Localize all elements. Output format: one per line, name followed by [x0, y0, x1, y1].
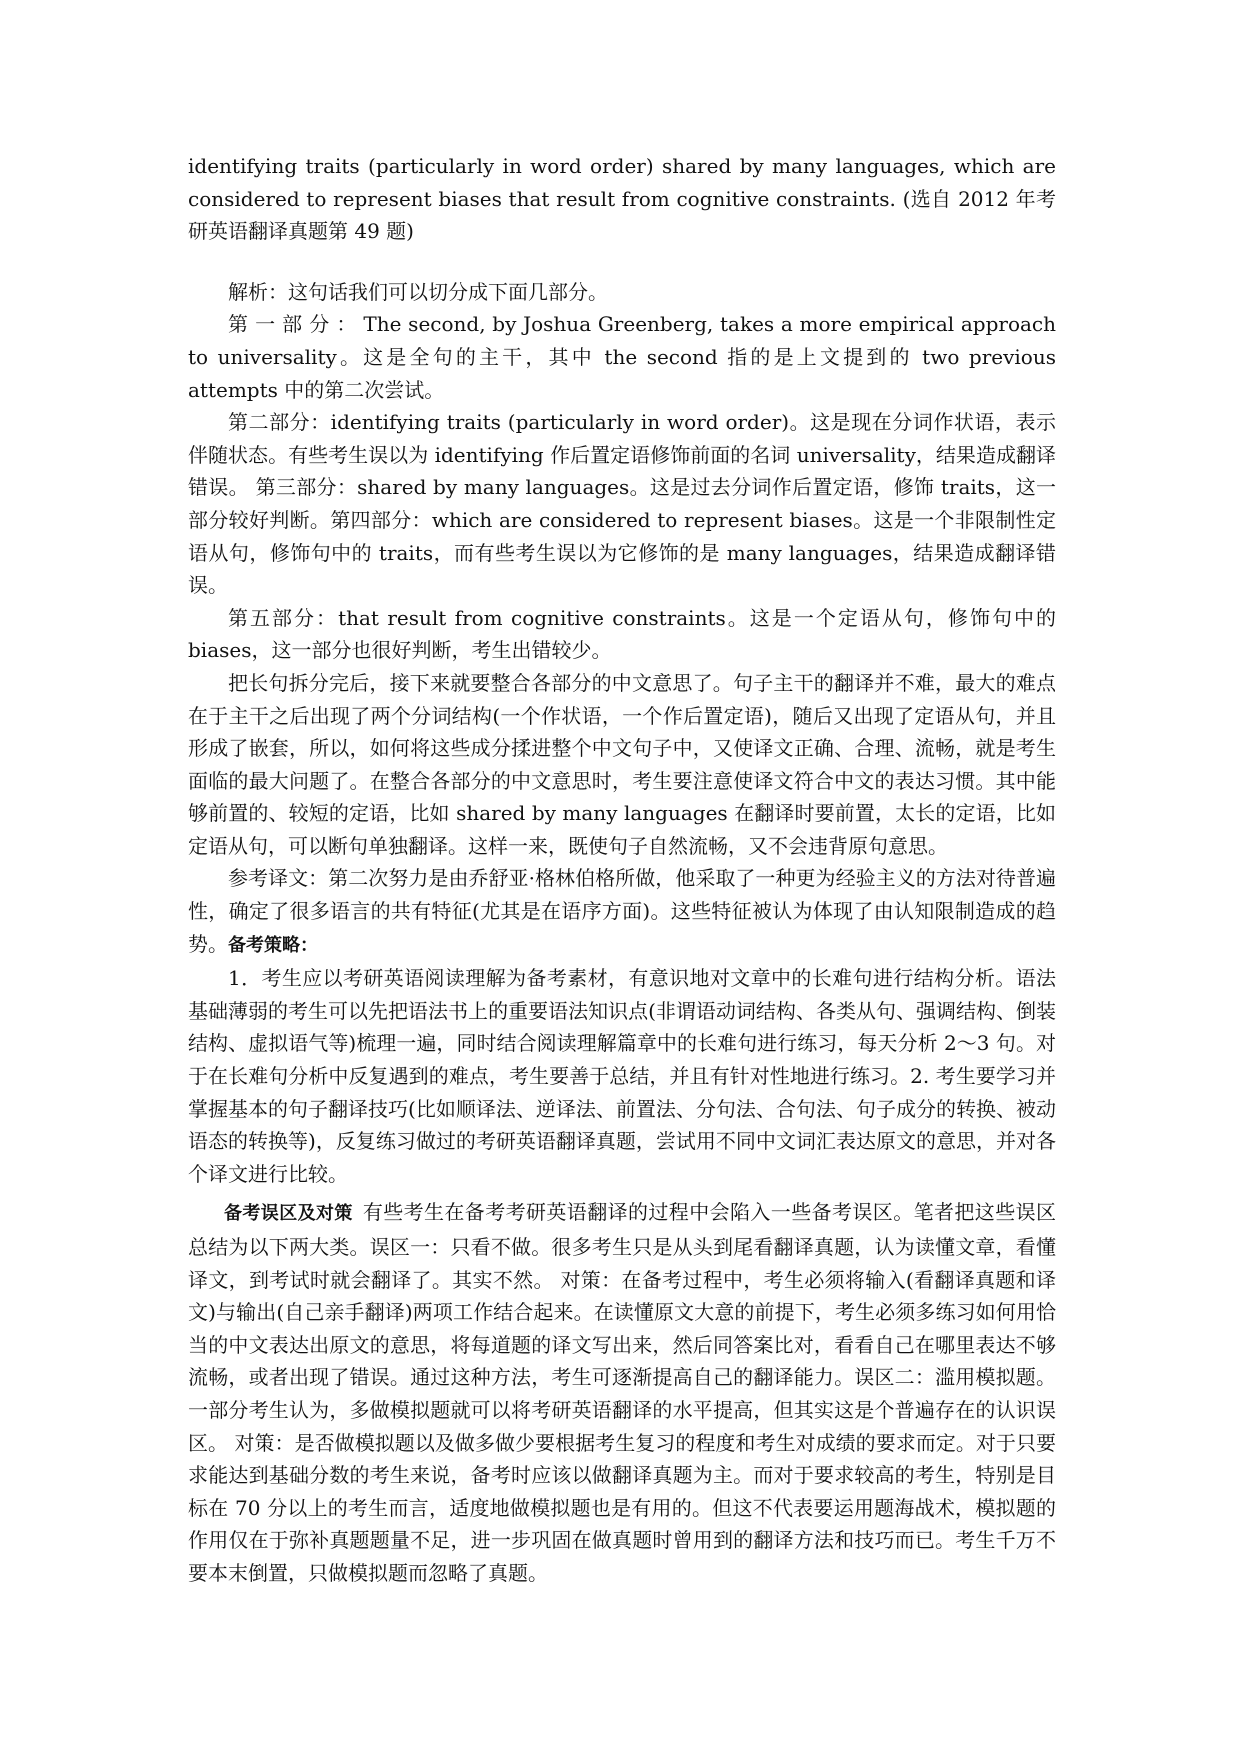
- quoted-sentence-tail: identifying traits (particularly in word order) shared by many languages, which are considered to represent biases that result from cognitive constraints. (选自 2012 年考研英语翻译真题第 49 题): [188, 154, 1056, 244]
- analysis-part-1: 第 一 部 分 ： The second, by Joshua Greenberg, takes a more empirical approach to universality。这是全句的主干，其中 the second 指的是上文提到的 two previous attempts 中的第二次尝试。: [188, 312, 1056, 402]
- analysis-parts-2-3-4: 第二部分：identifying traits (particularly in word order)。这是现在分词作状语，表示伴随状态。有些考生误以为 identifying 作后置定语修饰前面的名词 universality，结果造成翻译错误。 第三部分：shared by many languages。这是过去分词作后置定语，修饰 traits，这一部分较好判断。第四部分：which are considered to represent biases。这是一个非限制性定语从句，修饰句中的 traits，而有些考生误以为它修饰的是 many languages，结果造成翻译错误。: [188, 410, 1056, 598]
- mistakes-paragraph: [188, 1196, 1056, 1589]
- mistakes-body: 有些考生在备考考研英语翻译的过程中会陷入一些备考误区。笔者把这些误区总结为以下两大类。误区一：只看不做。很多考生只是从头到尾看翻译真题，认为读懂文章，看懂译文，到考试时就会翻译了。其实不然。 对策：在备考过程中，考生必须将输入(看翻译真题和译文)与输出(自己亲手翻译)两项工作结合起来。在读懂原文大意的前提下，考生必须多练习如何用恰当的中文表达出原文的意思，将每道题的译文写出来，然后同答案比对，看看自己在哪里表达不够流畅，或者出现了错误。通过这种方法，考生可逐渐提高自己的翻译能力。误区二：滥用模拟题。一部分考生认为，多做模拟题就可以将考研英语翻译的水平提高，但其实这是个普遍存在的认识误区。 对策：是否做模拟题以及做多做少要根据考生复习的程度和考生对成绩的要求而定。对于只要求能达到基础分数的考生来说，备考时应该以做翻译真题为主。而对于要求较高的考生，特别是目标在 70 分以上的考生而言，适度地做模拟题也是有用的。但这不代表要运用题海战术，模拟题的作用仅在于弥补真题题量不足，进一步巩固在做真题时曾用到的翻译方法和技巧而已。考生千万不要本末倒置，只做模拟题而忽略了真题。: [188, 1200, 1057, 1585]
- reference-translation: 参考译文：第二次努力是由乔舒亚·格林伯格所做，他采取了一种更为经验主义的方法对待普遍性，确定了很多语言的共有特征(尤其是在语序方面)。这些特征被认为体现了由认知限制造成的趋势。: [188, 866, 1056, 956]
- mistakes-heading: 备考误区及对策: [224, 1203, 353, 1225]
- analysis-part-5: 第五部分：that result from cognitive constraints。这是一个定语从句，修饰句中的 biases，这一部分也很好判断，考生出错较少。: [188, 605, 1056, 663]
- integration-paragraph: 把长句拆分完后，接下来就要整合各部分的中文意思了。句子主干的翻译并不难，最大的难点在于主干之后出现了两个分词结构(一个作状语，一个作后置定语)，随后又出现了定语从句，并且形成了嵌套，所以，如何将这些成分揉进整个中文句子中，又使译文正确、合理、流畅，就是考生面临的最大问题了。在整合各部分的中文意思时，考生要注意使译文符合中文的表达习惯。其中能够前置的、较短的定语，比如 shared by many languages 在翻译时要前置，太长的定语，比如定语从句，可以断句单独翻译。这样一来，既使句子自然流畅，又不会违背原句意思。: [188, 670, 1056, 858]
- document-page: [188, 150, 1056, 1590]
- strategy-body: 1．考生应以考研英语阅读理解为备考素材，有意识地对文章中的长难句进行结构分析。语法基础薄弱的考生可以先把语法书上的重要语法知识点(非谓语动词结构、各类从句、强调结构、倒装结构、虚拟语气等)梳理一遍，同时结合阅读理解篇章中的长难句进行练习，每天分析 2～3 句。对于在长难句分析中反复遇到的难点，考生要善于总结，并且有针对性地进行练习。2. 考生要学习并掌握基本的句子翻译技巧(比如顺译法、逆译法、前置法、分句法、合句法、句子成分的转换、被动语态的转换等)，反复练习做过的考研英语翻译真题，尝试用不同中文词汇表达原文的意思，并对各个译文进行比较。: [188, 966, 1056, 1186]
- reference-translation-paragraph: [188, 862, 1056, 962]
- analysis-intro: 解析：这句话我们可以切分成下面几部分。: [228, 279, 608, 304]
- strategy-heading: 备考策略：: [228, 934, 318, 956]
